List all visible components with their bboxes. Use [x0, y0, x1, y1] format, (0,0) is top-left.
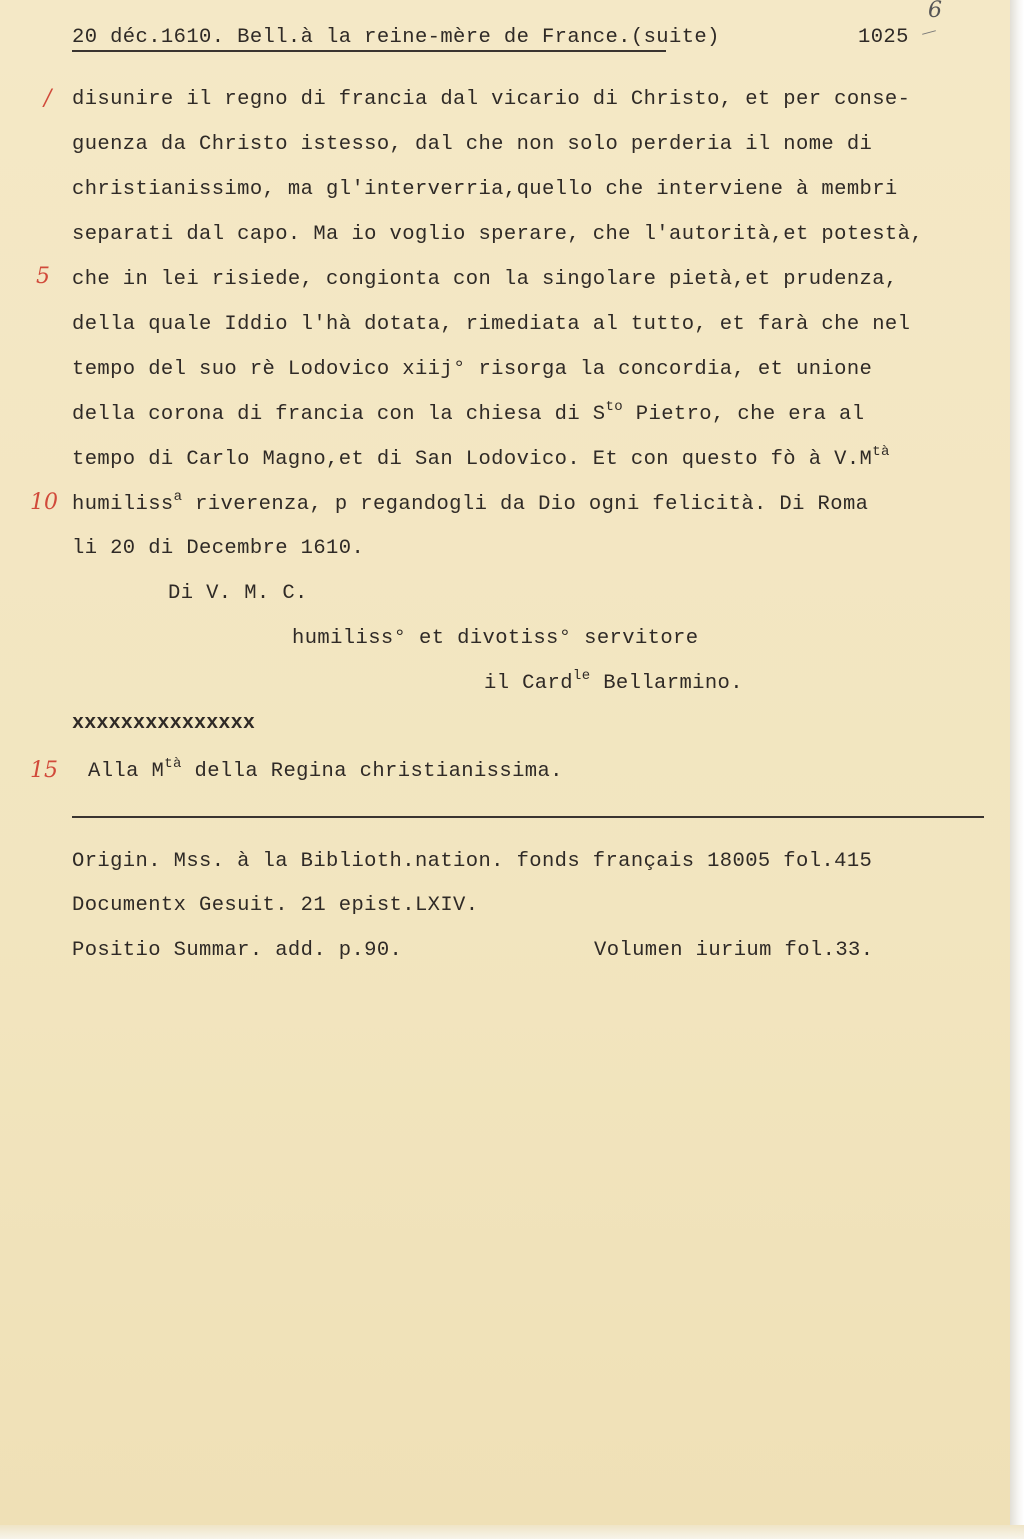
page-edge: [1010, 0, 1024, 1539]
margin-number-1: /: [44, 86, 52, 111]
body-line-2: guenza da Christo istesso, dal che non solo perderia il nome di: [72, 133, 873, 156]
date-line: li 20 di Decembre 1610.: [72, 537, 365, 560]
footer-line-2: Documentx Gesuit. 21 epist.LXIV.: [72, 894, 479, 917]
address-text: Alla M: [88, 760, 165, 783]
body-line-10: [72, 489, 869, 516]
body-line-10-text: humiliss: [72, 493, 174, 516]
margin-number-15: 15: [30, 758, 58, 783]
struck-out-line: xxxxxxxxxxxxxxx: [72, 712, 256, 735]
body-line-7: tempo del suo rè Lodovico xiij° risorga la concordia, et unione: [72, 358, 873, 381]
body-line-9: [72, 444, 890, 471]
body-line-10-rest: riverenza, p regandogli da Dio ogni felicità. Di Roma: [182, 493, 869, 516]
folio-mark: 6: [928, 0, 942, 23]
address-sup: tà: [164, 756, 182, 772]
signature-sup: le: [572, 668, 591, 684]
footer-volume: Volumen iurium fol.33.: [594, 939, 874, 962]
margin-number-5: 5: [36, 264, 50, 289]
signature: [484, 668, 743, 695]
signature-text: il Card: [484, 672, 573, 695]
footer-line-1: Origin. Mss. à la Biblioth.nation. fonds français 18005 fol.415: [72, 850, 873, 873]
body-line-9-text: tempo di Carlo Magno,et di San Lodovico. Et con questo fò à V.M: [72, 448, 873, 471]
page-header: 20 déc.1610. Bell.à la reine-mère de France.(suite): [72, 26, 720, 49]
salutation: Di V. M. C.: [168, 582, 308, 605]
page-bottom-edge: [0, 1525, 1024, 1539]
body-line-4: separati dal capo. Ma io voglio sperare, che l'autorità,et potestà,: [72, 223, 924, 246]
margin-number-10: 10: [30, 490, 58, 515]
body-line-6: della quale Iddio l'hà dotata, rimediata al tutto, et farà che nel: [72, 313, 911, 336]
body-line-10-sup: a: [173, 489, 183, 505]
footer-divider: [72, 816, 984, 818]
body-line-8-sup: to: [605, 399, 624, 415]
body-line-1: disunire il regno di francia dal vicario di Christo, et per conse-: [72, 88, 911, 111]
body-line-8-text: della corona di francia con la chiesa di S: [72, 403, 606, 426]
signature-name: Bellarmino.: [590, 672, 743, 695]
folio-dash: [922, 30, 936, 35]
body-line-8: [72, 399, 865, 426]
servant-line: humiliss° et divotiss° servitore: [292, 627, 699, 650]
body-line-5: che in lei risiede, congionta con la singolare pietà,et prudenza,: [72, 268, 898, 291]
page-number: 1025: [858, 26, 909, 49]
address-rest: della Regina christianissima.: [181, 760, 563, 783]
footer-line-3: Positio Summar. add. p.90.: [72, 939, 403, 962]
header-underline: [72, 50, 666, 52]
body-line-3: christianissimo, ma gl'interverria,quello che interviene à membri: [72, 178, 898, 201]
address-line: [88, 756, 563, 783]
body-line-9-sup: tà: [872, 444, 890, 460]
body-line-8-rest: Pietro, che era al: [623, 403, 865, 426]
